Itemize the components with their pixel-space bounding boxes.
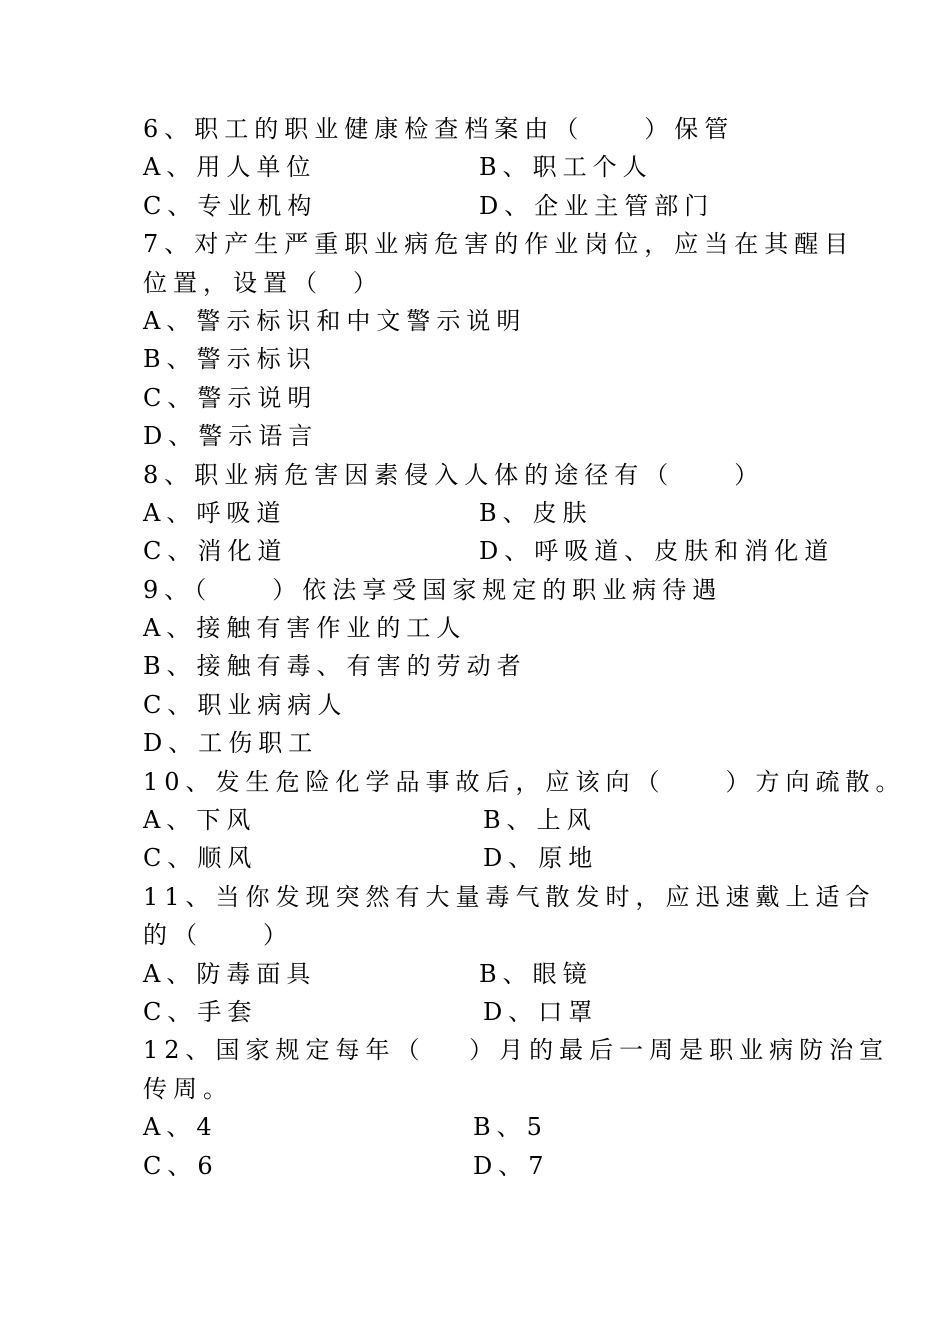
question-10-options-row-1 [143, 801, 823, 839]
question-6-option-b: B、职工个人 [479, 153, 653, 182]
question-11-option-b: B、眼镜 [479, 959, 593, 988]
question-12-options-row-1 [143, 1108, 823, 1146]
question-8-option-b: B、皮肤 [479, 498, 593, 527]
question-12-option-b: B、5 [473, 1113, 548, 1142]
question-6-options-row-2 [143, 187, 823, 225]
question-12-stem-line-2: 传周。 [143, 1074, 233, 1103]
question-6-stem: 6、职工的职业健康检查档案由（ ）保管 [143, 115, 735, 143]
question-12-option-d: D、7 [473, 1151, 550, 1180]
question-8-options-row-2 [143, 532, 835, 570]
question-7-stem-line-1: 7、对产生严重职业病危害的作业岗位，应当在其醒目 [143, 230, 855, 259]
question-6-option-a: A、用人单位 [143, 153, 317, 182]
question-12-stem-line-1: 12、国家规定每年（ ）月的最后一周是职业病防治宣 [143, 1036, 890, 1065]
question-6-option-c: C、专业机构 [143, 191, 318, 220]
question-7-option-a: A、警示标识和中文警示说明 [143, 306, 527, 335]
question-8-option-a: A、呼吸道 [143, 498, 287, 527]
document-page [143, 110, 906, 1185]
question-11-options-row-1 [143, 955, 823, 993]
question-11-options-row-2 [143, 993, 823, 1031]
question-10-stem: 10、发生危险化学品事故后，应该向（ ）方向疏散。 [143, 767, 906, 796]
question-10-option-a: A、下风 [143, 806, 257, 835]
question-11-option-d: D、口罩 [483, 997, 599, 1026]
question-11-stem-line-1: 11、当你发现突然有大量毒气散发时，应迅速戴上适合 [143, 882, 876, 911]
question-9-stem: 9、（ ）依法享受国家规定的职业病待遇 [143, 575, 723, 604]
question-8-option-d: D、呼吸道、皮肤和消化道 [479, 537, 835, 566]
question-9-option-a: A、接触有害作业的工人 [143, 614, 467, 643]
question-11-stem-line-2: 的（ ） [143, 921, 293, 950]
question-10-option-d: D、原地 [483, 844, 599, 873]
question-12-option-a: A、4 [143, 1113, 218, 1142]
question-8-options-row-1 [143, 494, 823, 532]
question-7-option-b: B、警示标识 [143, 345, 317, 374]
question-7-stem-line-2: 位置，设置（ ） [143, 268, 383, 297]
question-9-option-b: B、接触有毒、有害的劳动者 [143, 652, 527, 681]
question-11-option-c: C、手套 [143, 997, 258, 1026]
question-10-option-b: B、上风 [483, 806, 597, 835]
question-6-option-d: D、企业主管部门 [479, 191, 715, 220]
question-7-option-c: C、警示说明 [143, 383, 318, 412]
question-9-option-c: C、职业病病人 [143, 690, 348, 719]
question-7-option-d: D、警示语言 [143, 422, 319, 451]
question-8-stem: 8、职业病危害因素侵入人体的途径有（ ） [143, 460, 765, 489]
question-11-option-a: A、防毒面具 [143, 959, 317, 988]
question-6-options-row-1 [143, 148, 823, 186]
question-8-option-c: C、消化道 [143, 537, 288, 566]
question-10-options-row-2 [143, 839, 823, 877]
question-10-option-c: C、顺风 [143, 844, 258, 873]
question-12-option-c: C、6 [143, 1151, 219, 1180]
question-12-options-row-2 [143, 1147, 823, 1185]
question-9-option-d: D、工伤职工 [143, 729, 319, 758]
